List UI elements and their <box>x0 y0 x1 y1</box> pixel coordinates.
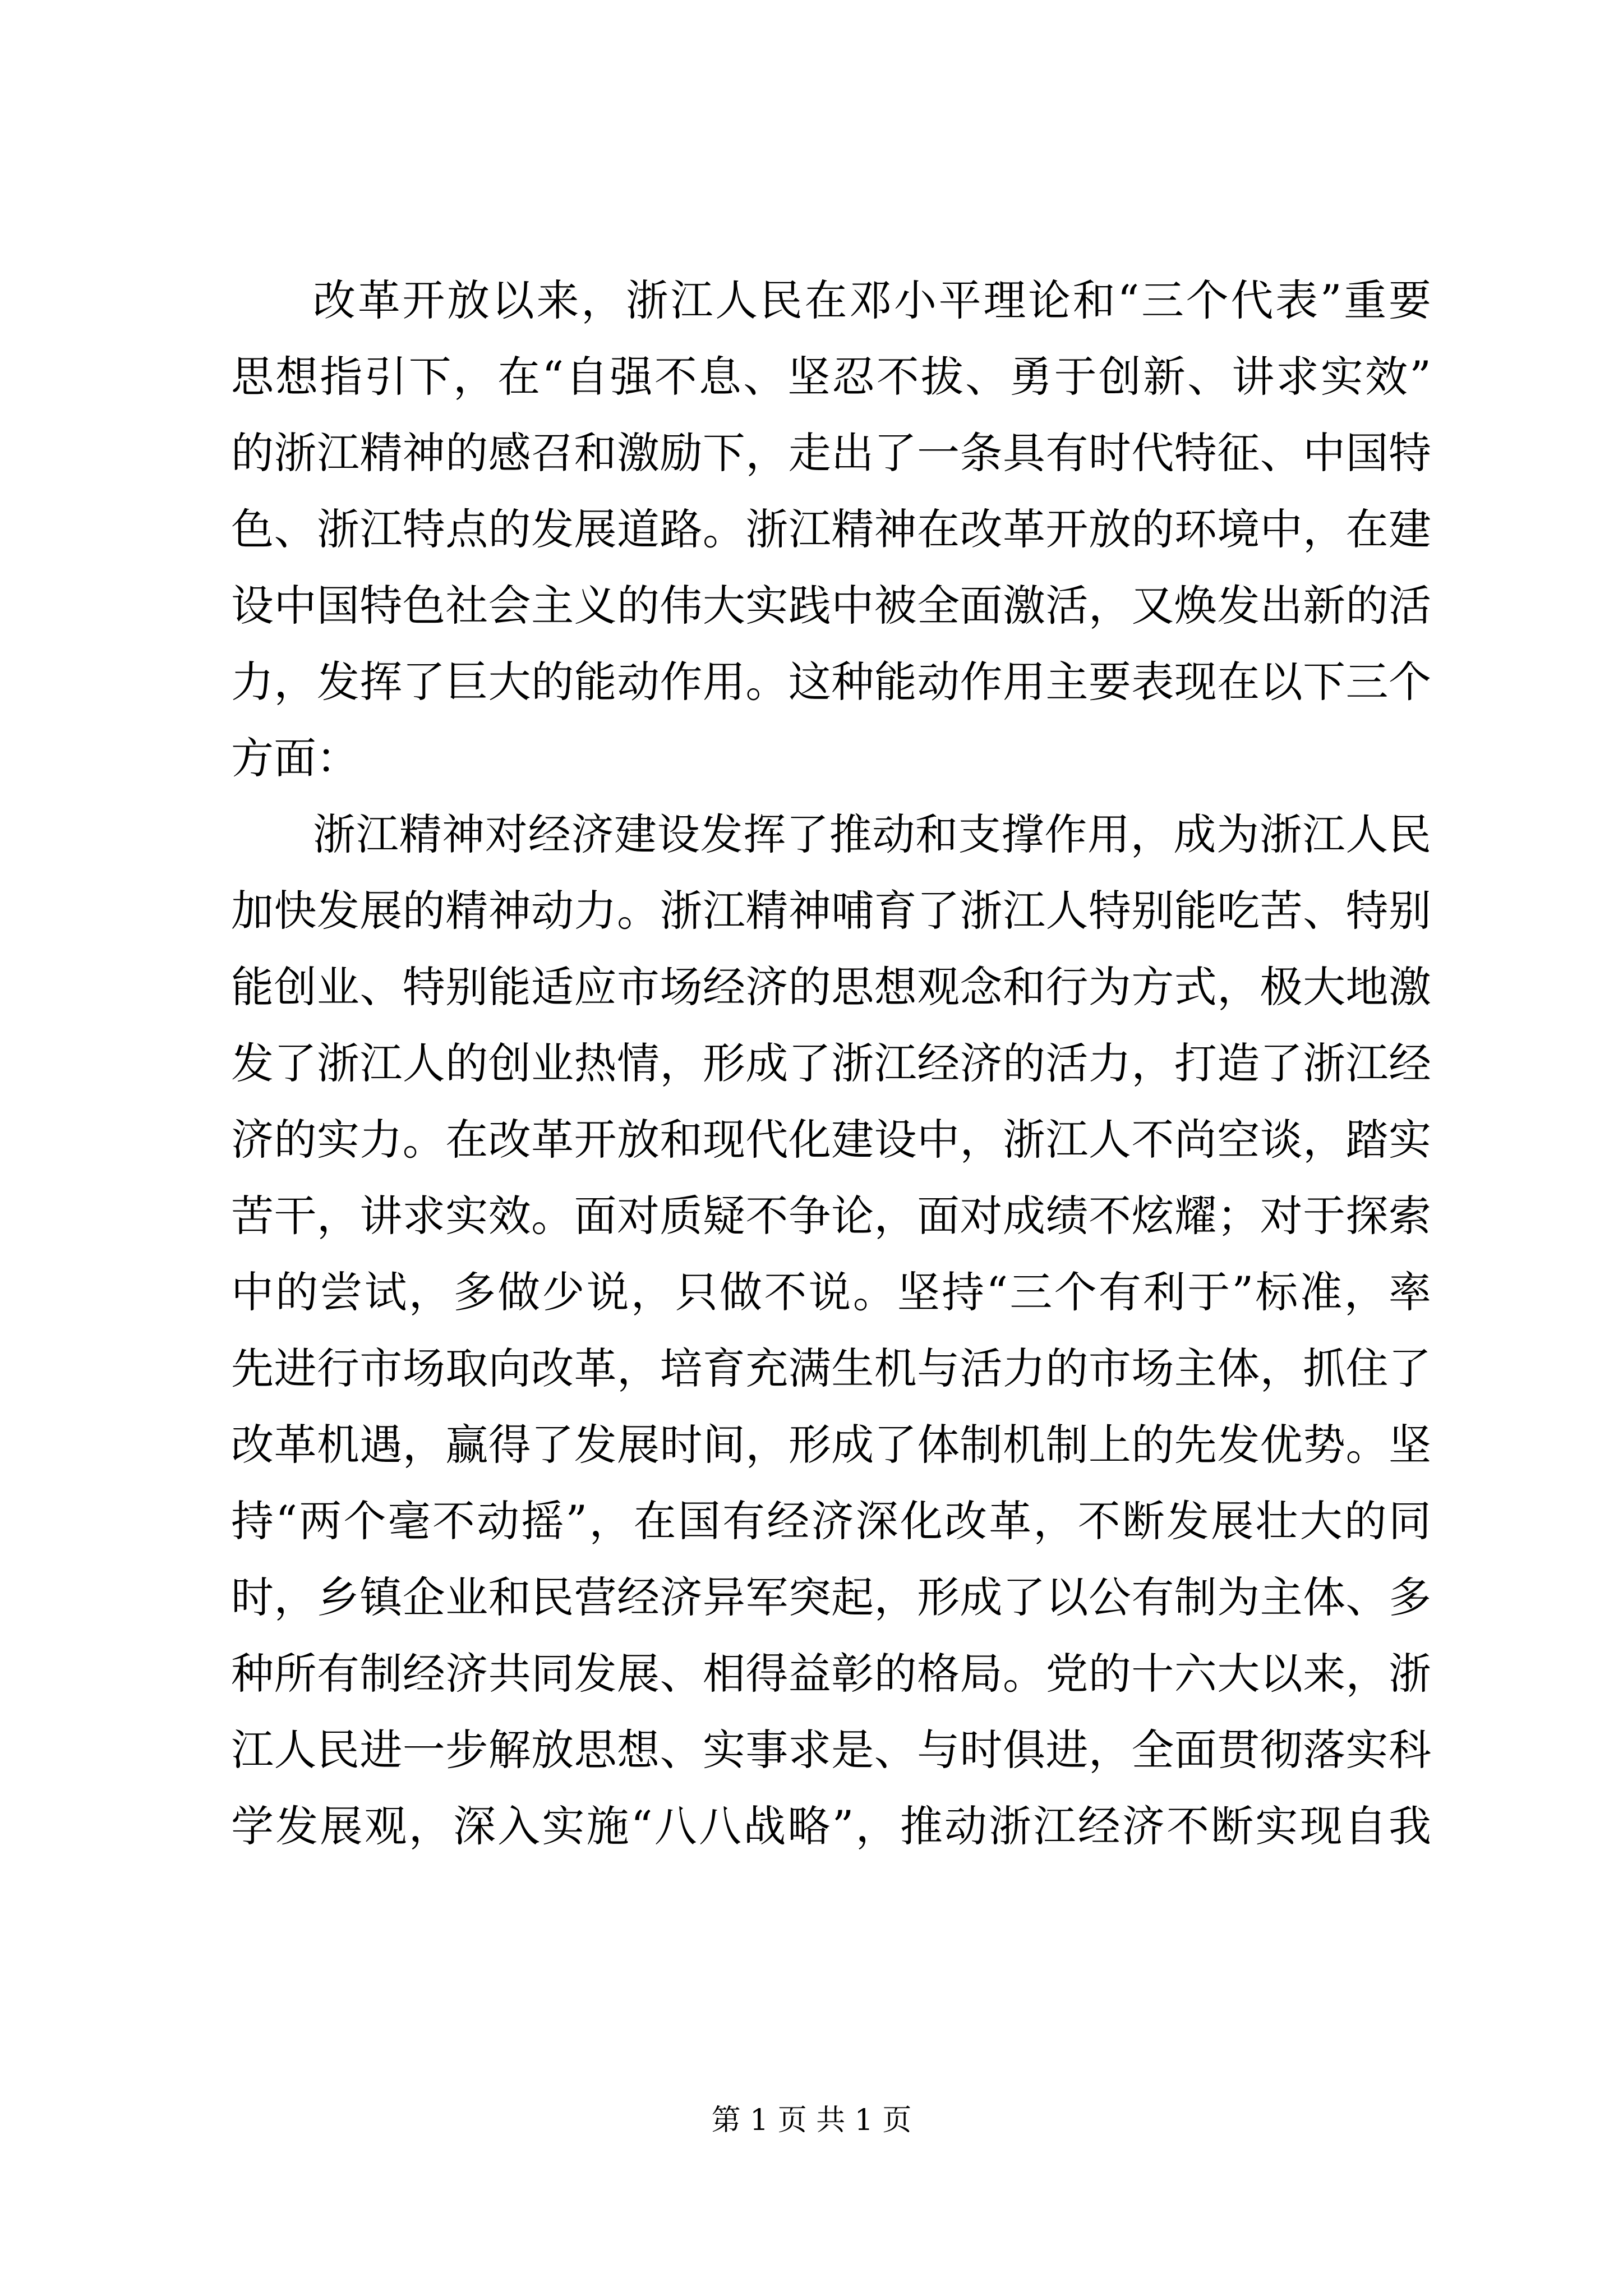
text-line: 持“两个毫不动摇”，在国有经济深化改革，不断发展壮大的同 <box>231 1496 1431 1546</box>
text-line: 设中国特色社会主义的伟大实践中被全面激活，又焕发出新的活 <box>231 581 1431 631</box>
text-line: 济的实力。在改革开放和现代化建设中，浙江人不尚空谈，踏实 <box>231 1115 1431 1165</box>
text-line: 的浙江精神的感召和激励下，走出了一条具有时代特征、中国特 <box>231 428 1431 478</box>
text-line: 改革开放以来，浙江人民在邓小平理论和“三个代表”重要 <box>313 275 1431 325</box>
text-line: 种所有制经济共同发展、相得益彰的格局。党的十六大以来，浙 <box>231 1649 1431 1699</box>
text-line: 方面： <box>231 733 359 783</box>
text-line: 改革机遇，赢得了发展时间，形成了体制机制上的先发优势。坚 <box>231 1420 1431 1470</box>
document-body <box>231 263 1431 1865</box>
text-line: 时，乡镇企业和民营经济异军突起，形成了以公有制为主体、多 <box>231 1572 1431 1622</box>
text-line: 先进行市场取向改革，培育充满生机与活力的市场主体，抓住了 <box>231 1343 1431 1393</box>
text-line: 发了浙江人的创业热情，形成了浙江经济的活力，打造了浙江经 <box>231 1038 1431 1088</box>
text-line: 思想指引下，在“自强不息、坚忍不拔、勇于创新、讲求实效” <box>231 352 1431 402</box>
text-line: 色、浙江特点的发展道路。浙江精神在改革开放的环境中，在建 <box>231 504 1431 554</box>
text-line: 苦干，讲求实效。面对质疑不争论，面对成绩不炫耀；对于探索 <box>231 1191 1431 1241</box>
text-line: 中的尝试，多做少说，只做不说。坚持“三个有利于”标准，率 <box>231 1267 1431 1317</box>
paragraph <box>231 797 1431 1865</box>
page-footer: 第 1 页 共 1 页 <box>711 2104 912 2137</box>
text-line: 江人民进一步解放思想、实事求是、与时俱进，全面贯彻落实科 <box>231 1725 1431 1775</box>
text-line: 浙江精神对经济建设发挥了推动和支撑作用，成为浙江人民 <box>313 809 1431 859</box>
text-line: 加快发展的精神动力。浙江精神哺育了浙江人特别能吃苦、特别 <box>231 886 1431 936</box>
paragraph <box>231 263 1431 797</box>
text-line: 能创业、特别能适应市场经济的思想观念和行为方式，极大地激 <box>231 962 1431 1012</box>
text-line: 力，发挥了巨大的能动作用。这种能动作用主要表现在以下三个 <box>231 657 1431 707</box>
text-line: 学发展观，深入实施“八八战略”，推动浙江经济不断实现自我 <box>231 1801 1431 1851</box>
